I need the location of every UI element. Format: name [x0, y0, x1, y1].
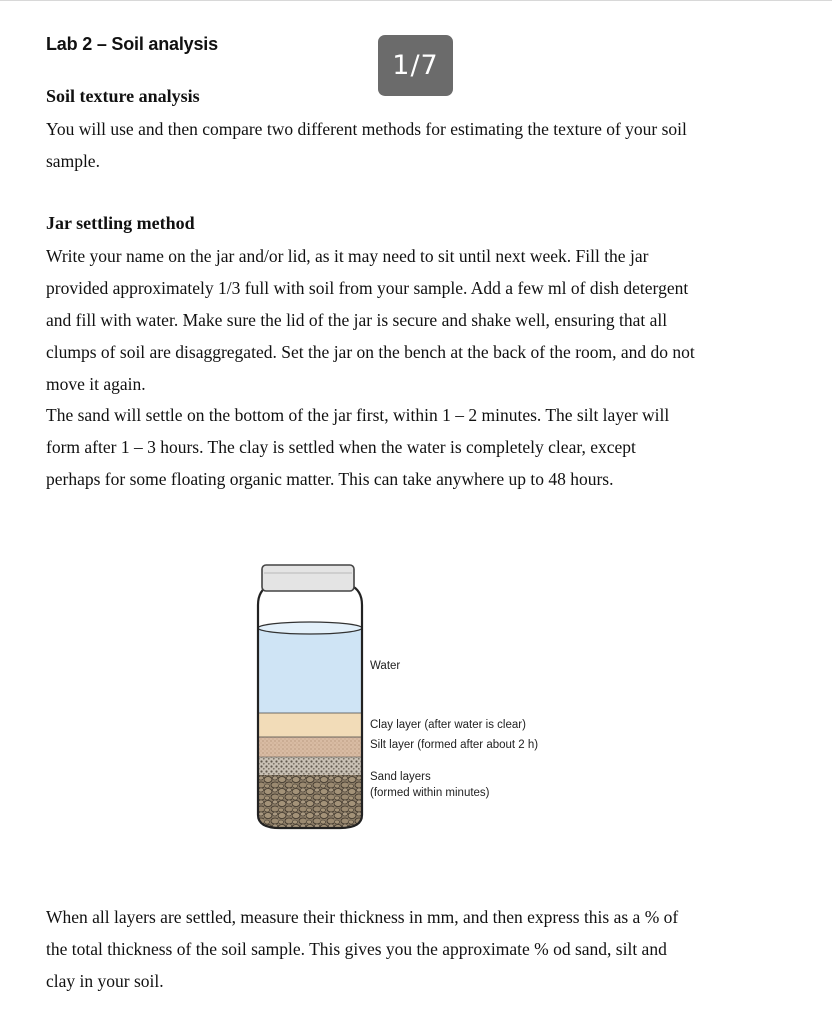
silt-layer-label: Silt layer (formed after about 2 h) [370, 739, 539, 751]
text-line: clay in your soil. [46, 971, 164, 991]
sand-layers-label: Sand layers [370, 771, 431, 783]
text-line: provided approximately 1/3 full with soil from your sample. Add a few ml of dish detergent [46, 278, 689, 298]
water-label: Water [370, 660, 401, 672]
lab-title: Lab 2 – Soil analysis [46, 34, 218, 54]
text-line: form after 1 – 3 hours. The clay is settled when the water is completely clear, except [46, 437, 636, 457]
text-line: You will use and then compare two different methods for estimating the texture of your soil [46, 119, 687, 139]
measurement-paragraph [46, 901, 776, 997]
clay-layer-label: Clay layer (after water is clear) [370, 719, 526, 731]
text-line: and fill with water. Make sure the lid of the jar is secure and shake well, ensuring that all [46, 310, 668, 330]
soil-texture-heading: Soil texture analysis [46, 86, 200, 106]
text-line: When all layers are settled, measure their thickness in mm, and then express this as a % of [46, 907, 679, 927]
settling-times-paragraph [46, 399, 776, 495]
sand-layers-sublabel: (formed within minutes) [370, 787, 490, 799]
coarse-sand-layer [250, 775, 370, 830]
page-indicator-badge: 1/7 [378, 35, 453, 96]
text-line: the total thickness of the soil sample. This gives you the approximate % od sand, silt and [46, 939, 667, 959]
water-layer [250, 628, 370, 713]
text-line: The sand will settle on the bottom of the jar first, within 1 – 2 minutes. The silt layer will [46, 405, 670, 425]
jar-instructions-paragraph [46, 240, 776, 400]
text-line: sample. [46, 151, 100, 171]
text-line: Write your name on the jar and/or lid, as it may need to sit until next week. Fill the jar [46, 246, 649, 266]
top-border [0, 0, 832, 1]
fine-sand-layer [250, 757, 370, 775]
jar-contents [250, 585, 370, 830]
text-line: move it again. [46, 374, 146, 394]
soil-texture-paragraph [46, 113, 776, 177]
jar-lid [262, 565, 354, 591]
silt-layer [250, 737, 370, 757]
jar-layers-figure [250, 560, 570, 840]
jar-settling-heading: Jar settling method [46, 213, 195, 233]
text-line: clumps of soil are disaggregated. Set the jar on the bench at the back of the room, and do not [46, 342, 695, 362]
clay-layer [250, 713, 370, 737]
text-line: perhaps for some floating organic matter. This can take anywhere up to 48 hours. [46, 469, 614, 489]
water-surface [258, 622, 362, 634]
